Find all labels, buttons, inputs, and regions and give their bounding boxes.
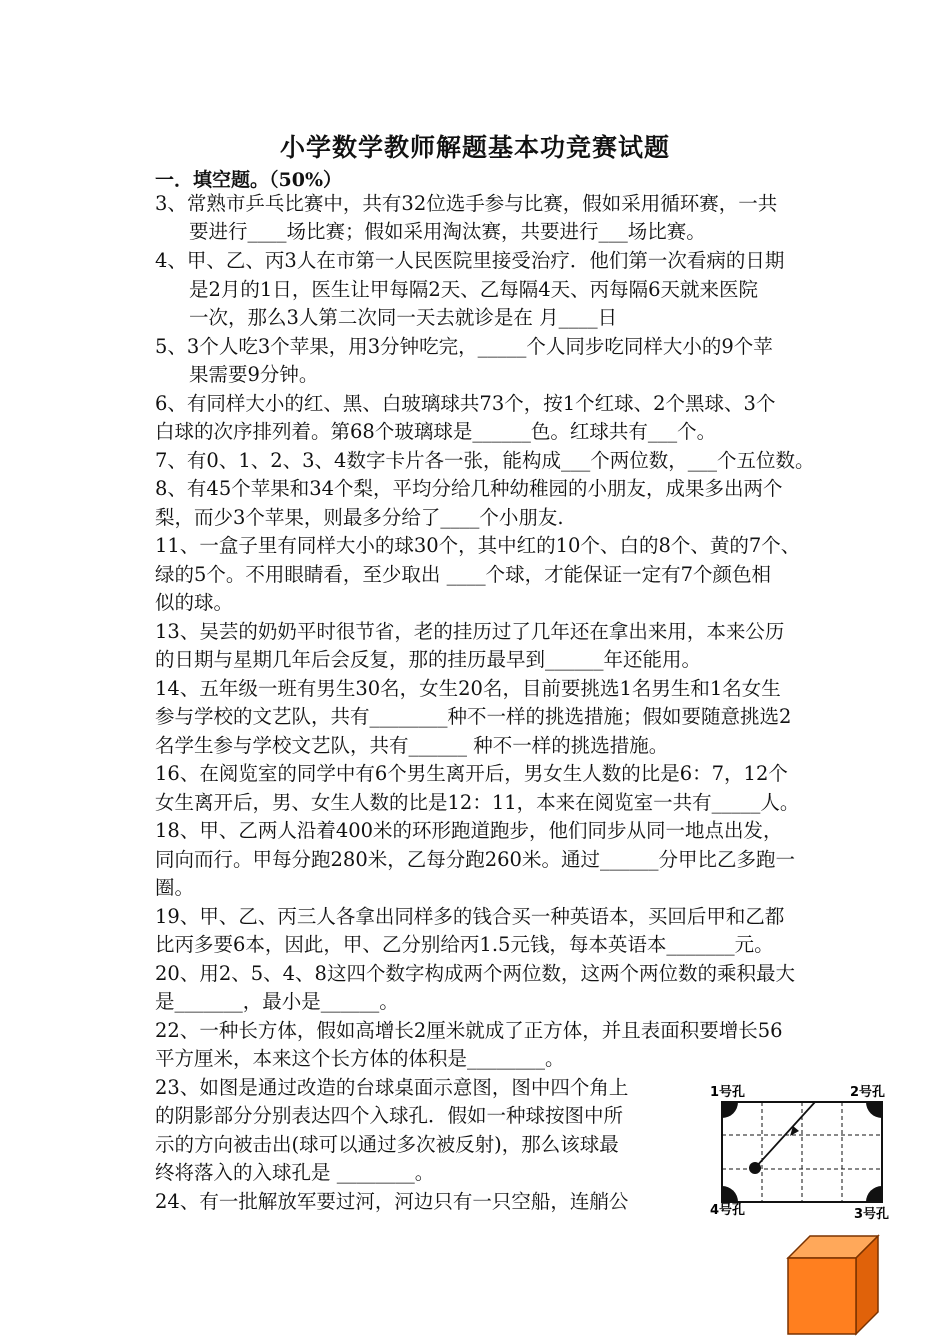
question-line: 终将落入的入球孔是 ________。 <box>155 1161 435 1184</box>
section-heading: 一．填空题。（50%） <box>155 169 342 191</box>
question-line: 名学生参与学校文艺队，共有______ 种不一样的挑选措施。 <box>155 734 669 757</box>
question-line: 参与学校的文艺队，共有________种不一样的挑选措施；假如要随意挑选2 <box>155 705 792 728</box>
question-line: 7、有0、1、2、3、4数字卡片各一张，能构成___个两位数，___个五位数。 <box>155 449 815 472</box>
question-line: 18、甲、乙两人沿着400米的环形跑道跑步，他们同步从同一地点出发， <box>155 819 783 842</box>
question-line: 同向而行。甲每分跑280米，乙每分跑260米。通过______分甲比乙多跑一 <box>155 848 795 871</box>
question-line: 11、一盒子里有同样大小的球30个，其中红的10个、白的8个、黄的7个、 <box>155 534 801 557</box>
billiard-table-diagram <box>700 1080 900 1220</box>
question-line: 要进行____场比赛；假如采用淘汰赛，共要进行___场比赛。 <box>189 220 706 243</box>
question-line: 白球的次序排列着。第68个玻璃球是______色。红球共有___个。 <box>155 420 717 443</box>
question-line: 梨，而少3个苹果，则最多分给了____个小朋友. <box>155 506 564 529</box>
question-line: 比丙多要6本，因此，甲、乙分别给丙1.5元钱，每本英语本_______元。 <box>155 933 774 956</box>
question-line: 24、有一批解放军要过河，河边只有一只空船，连艄公 <box>155 1190 629 1213</box>
question-line: 绿的5个。不用眼睛看，至少取出 ____个球，才能保证一定有7个颜色相 <box>155 563 772 586</box>
question-line: 19、甲、乙、丙三人各拿出同样多的钱合买一种英语本，买回后甲和乙都 <box>155 905 785 928</box>
cube-front-face <box>788 1258 856 1334</box>
hole-3-label: 3号孔 <box>854 1207 890 1220</box>
question-line: 16、在阅览室的同学中有6个男生离开后，男女生人数的比是6：7，12个 <box>155 762 788 785</box>
hole-2-label: 2号孔 <box>850 1085 886 1100</box>
question-line: 的日期与星期几年后会反复，那的挂历最早到______年还能用。 <box>155 648 702 671</box>
hole-4-label: 4号孔 <box>710 1203 746 1218</box>
question-line: 20、用2、5、4、8这四个数字构成两个两位数，这两个两位数的乘积最大 <box>155 962 795 985</box>
page-title: 小学数学教师解题基本功竞赛试题 <box>279 133 670 162</box>
question-line: 圈。 <box>155 876 195 899</box>
question-line: 14、五年级一班有男生30名，女生20名，目前要挑选1名男生和1名女生 <box>155 677 781 700</box>
question-line: 平方厘米，本来这个长方体的体积是________。 <box>155 1047 565 1070</box>
question-line: 一次，那么3人第二次同一天去就诊是在 月____日 <box>189 306 618 329</box>
question-line: 似的球。 <box>155 591 234 614</box>
question-line: 8、有45个苹果和34个梨，平均分给几种幼稚园的小朋友，成果多出两个 <box>155 477 783 500</box>
hole-1-label: 1号孔 <box>710 1085 746 1100</box>
question-line: 的阴影部分分别表达四个入球孔．假如一种球按图中所 <box>155 1104 624 1127</box>
question-line: 3、常熟市乒乓比赛中，共有32位选手参与比赛，假如采用循环赛，一共 <box>155 192 778 215</box>
question-line: 23、如图是通过改造的台球桌面示意图，图中四个角上 <box>155 1076 629 1099</box>
question-line: 是2月的1日，医生让甲每隔2天、乙每隔4天、丙每隔6天就来医院 <box>189 278 759 301</box>
question-line: 5、3个人吃3个苹果，用3分钟吃完，_____个人同步吃同样大小的9个苹 <box>155 335 773 358</box>
orange-cube-graphic <box>784 1232 880 1336</box>
question-line: 示的方向被击出(球可以通过多次被反射)，那么该球最 <box>155 1133 619 1156</box>
question-line: 女生离开后，男、女生人数的比是12：11，本来在阅览室一共有_____人。 <box>155 791 800 814</box>
question-line: 是_______，最小是______。 <box>155 990 399 1013</box>
question-line: 4、甲、乙、丙3人在市第一人民医院里接受治疗．他们第一次看病的日期 <box>155 249 785 272</box>
question-line: 6、有同样大小的红、黑、白玻璃球共73个，按1个红球、2个黑球、3个 <box>155 392 776 415</box>
question-line: 22、一种长方体，假如高增长2厘米就成了正方体，并且表面积要增长56 <box>155 1019 783 1042</box>
question-line: 果需要9分钟。 <box>189 363 319 386</box>
question-line: 13、吴芸的奶奶平时很节省，老的挂历过了几年还在拿出来用，本来公历 <box>155 620 785 643</box>
